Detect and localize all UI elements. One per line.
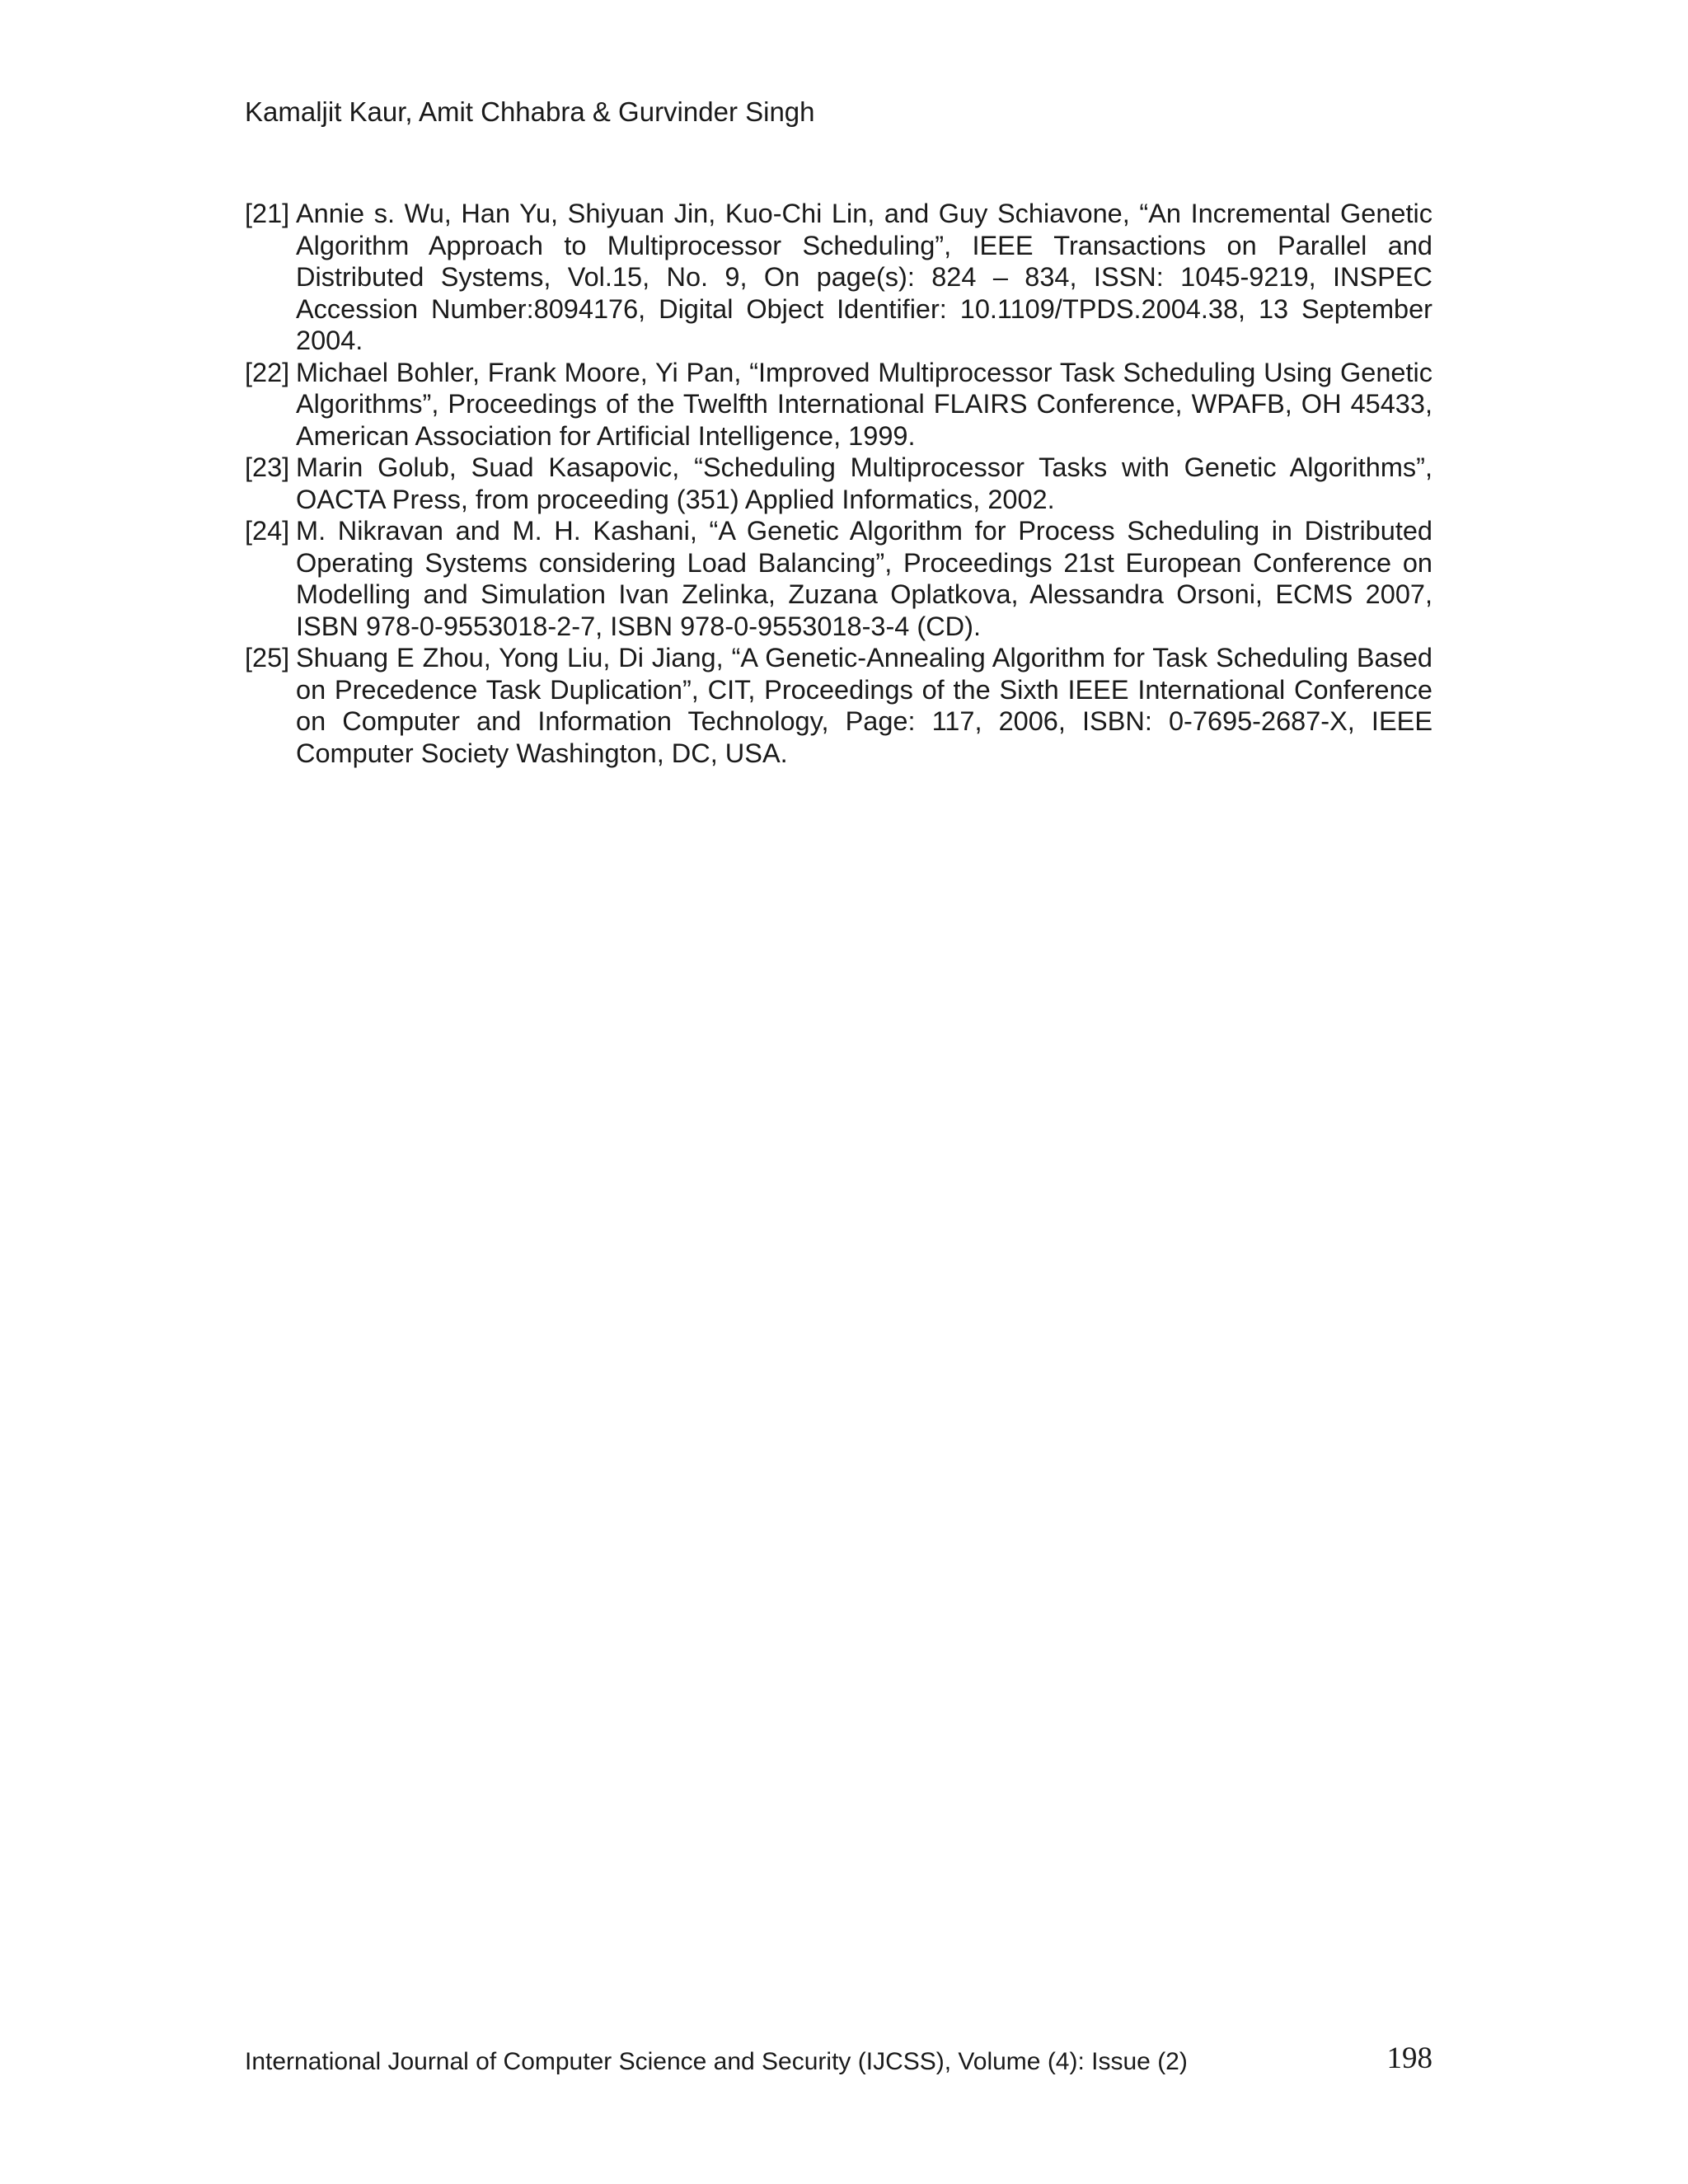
- reference-text: M. Nikravan and M. H. Kashani, “A Genetic Algorithm for Process Scheduling in Distributed Operating Systems considering Load Balancing”, Proceedings 21st European Conference on Modelling and Simulation Ivan Zelinka, Zuzana Oplatkova, Alessandra Orsoni, ECMS 2007, ISBN 978-0-9553018-2-7, ISBN 978-0-9553018-3-4 (CD).: [296, 516, 1432, 641]
- reference-number: [21]: [245, 199, 290, 228]
- running-header-authors: Kamaljit Kaur, Amit Chhabra & Gurvinder Singh: [245, 96, 815, 127]
- reference-21: [245, 198, 1432, 357]
- reference-text: Shuang E Zhou, Yong Liu, Di Jiang, “A Genetic-Annealing Algorithm for Task Scheduling Based on Precedence Task Duplication”, CIT, Proceedings of the Sixth IEEE International Conference on Computer and Information Technology, Page: 117, 2006, ISBN: 0-7695-2687-X, IEEE Computer Society Washington, DC, USA.: [296, 643, 1432, 768]
- reference-text: Annie s. Wu, Han Yu, Shiyuan Jin, Kuo-Chi Lin, and Guy Schiavone, “An Incremental Genetic Algorithm Approach to Multiprocessor Scheduling”, IEEE Transactions on Parallel and Distributed Systems, Vol.15, No. 9, On page(s): 824 – 834, ISSN: 1045-9219, INSPEC Accession Number:8094176, Digital Object Identifier: 10.1109/TPDS.2004.38, 13 September 2004.: [296, 199, 1432, 355]
- reference-text: Marin Golub, Suad Kasapovic, “Scheduling Multiprocessor Tasks with Genetic Algorithms”, OACTA Press, from proceeding (351) Applied Informatics, 2002.: [296, 452, 1432, 514]
- reference-24: [245, 515, 1432, 642]
- reference-number: [25]: [245, 643, 290, 673]
- reference-list: [245, 198, 1432, 769]
- reference-number: [23]: [245, 452, 290, 482]
- reference-text: Michael Bohler, Frank Moore, Yi Pan, “Improved Multiprocessor Task Scheduling Using Genetic Algorithms”, Proceedings of the Twelfth International FLAIRS Conference, WPAFB, OH 45433, American Association for Artificial Intelligence, 1999.: [296, 357, 1432, 451]
- reference-number: [22]: [245, 357, 290, 387]
- reference-22: [245, 357, 1432, 452]
- footer-journal-citation: International Journal of Computer Science and Security (IJCSS), Volume (4): Issue (2): [245, 2048, 1188, 2075]
- page-number: 198: [1386, 2041, 1432, 2075]
- reference-number: [24]: [245, 516, 290, 546]
- reference-25: [245, 642, 1432, 769]
- reference-23: [245, 452, 1432, 515]
